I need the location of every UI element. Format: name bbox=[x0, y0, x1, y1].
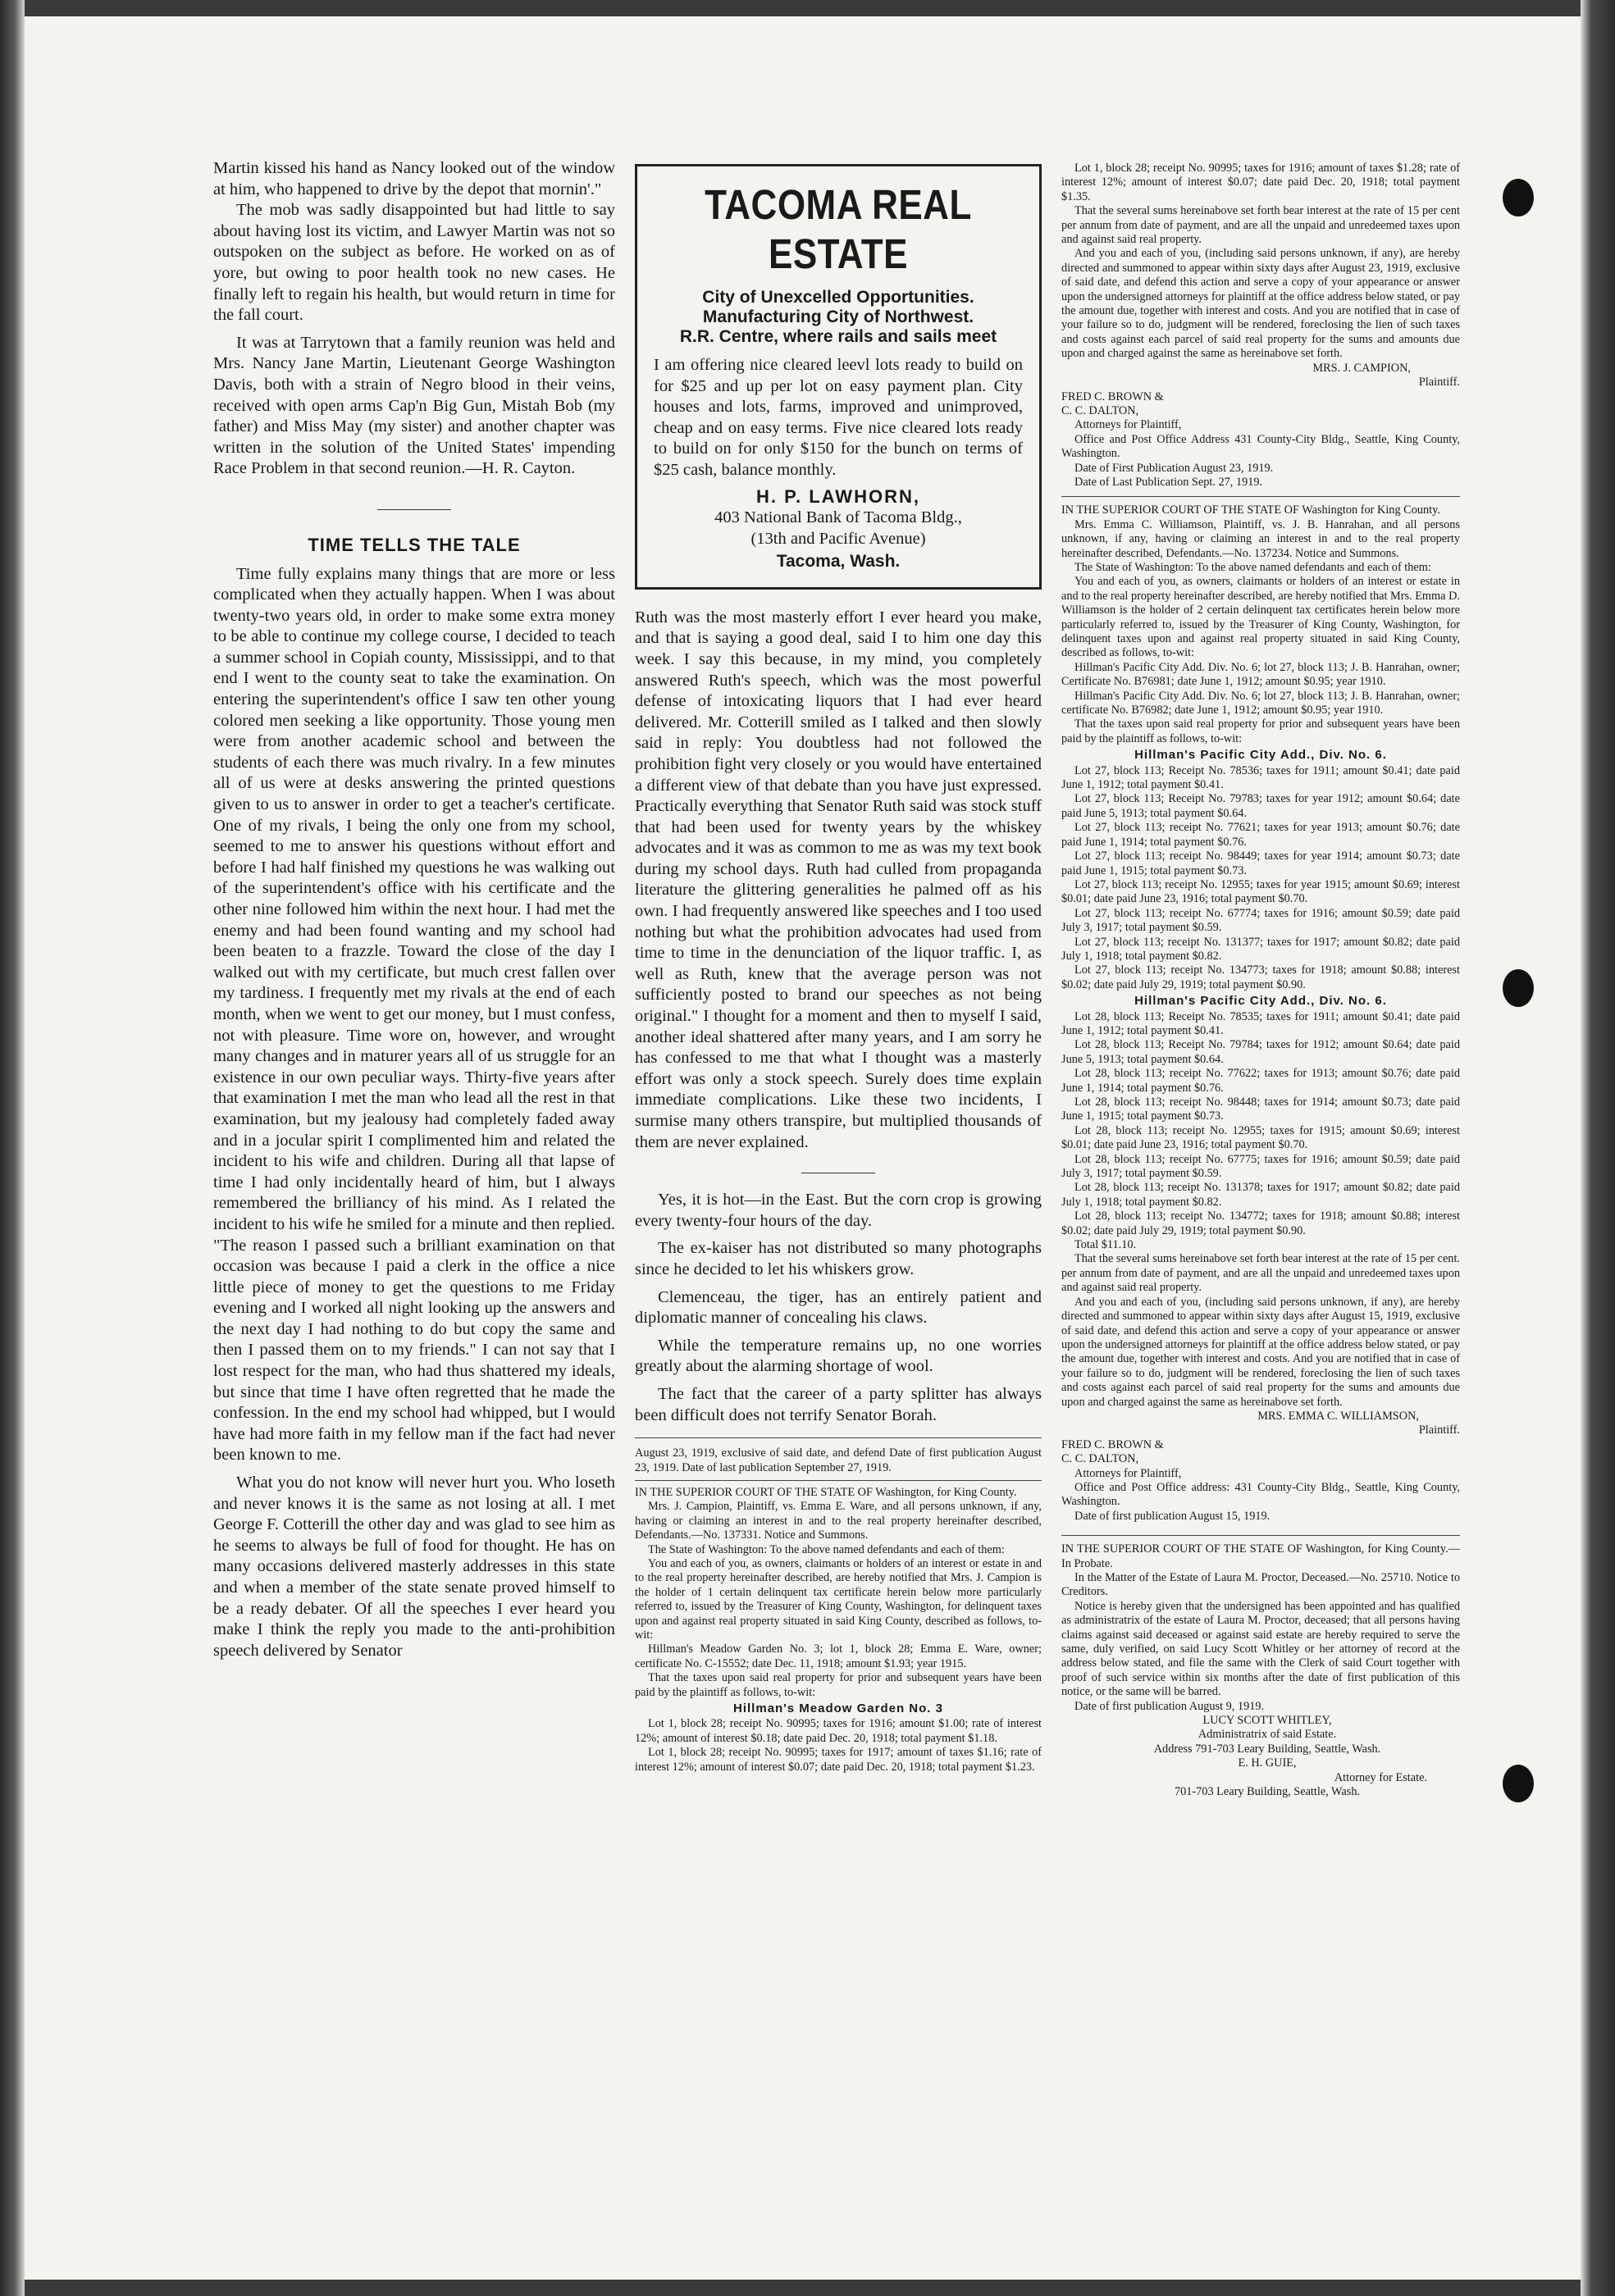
lot-entry: Lot 27, block 113; Receipt No. 78536; taxes for 1911; amount $0.41; date paid June 1, 1912; total payment $0.41. bbox=[1061, 763, 1460, 792]
ad-city: Tacoma, Wash. bbox=[776, 552, 901, 572]
signature: LUCY SCOTT WHITLEY, bbox=[1202, 1714, 1332, 1728]
paragraph: Time fully explains many things that are more or less complicated when they actually happen. When I was about twenty-two years old, in order to make some extra money to be able to continue my college course, I decided to teach a summer school in Copiah county, Mississippi, and to that end I went to the county seat to take the examination. On entering the superintendent's office I saw ten other young colored men seeking a like opportunity. Those young men were from another academic school and between the students of each there was much rivalry. In a few minutes all of us were at desks answering the printed questions given to us to answer in order to get a teacher's certificate. One of my rivals, I being the only one from my school, seemed to me to answer his questions without effort and before I had half finished my questions he was walking out of the superintendent's office with his certificate and the other nine followed him within the next hour. I had met the enemy and had been found wanting and my school had been beaten to a frazzle. Toward the close of the day I walked out with my certificate, but much crest fallen over my tardiness. I frequently met my rivals at the end of each month, when we went to get our money, but I must confess, not with pleasure. Time wore on, however, and wrought many changes and in maturer years all of us struggle for an existence in our own peculiar ways. Thirty-five years after that examination I met the man who lead all the rest in that examination, but my jealousy had completely faded away and in a jocular spirit I complimented him and related the incident to his wife and children. During all that lapse of time I had only incidentally heard of him, but I always remembered the brilliancy of his mind. As I related the incident to his wife he smiled for a minute and then replied. "The reason I passed such a brilliant examination on that occasion was because I paid a clerk in the office a nice little piece of money to get the questions to me Friday evening and I worked all night looking up the answers and the next day I had nothing to do but copy the same and then I passed them on to my friends." I can not say that I lost respect for the man, who had thus shattered my ideals, but since that time I have often regretted that he made the confession. In the end my school had whipped, but I would have had more faith in my fellow man if the fact had never been known to me. bbox=[213, 564, 615, 1465]
real-estate-advertisement bbox=[635, 164, 1042, 590]
signature: MRS. J. CAMPION, bbox=[1312, 361, 1411, 375]
publication-date: Date of Last Publication Sept. 27, 1919. bbox=[1074, 475, 1263, 489]
property-subheading: Hillman's Pacific City Add., Div. No. 6. bbox=[1134, 748, 1387, 763]
notice-text: Office and Post Office Address 431 County-City Bldg., Seattle, King County, Washington. bbox=[1061, 432, 1460, 461]
scan-right-edge bbox=[1581, 0, 1615, 2296]
notice-text: Mrs. J. Campion, Plaintiff, vs. Emma E. Ware, and all persons unknown, if any, having or claiming an interest in and to the real property hereinafter described, Defendants.—No. 137331. Notice and Summons. bbox=[635, 1500, 1042, 1542]
notice-text: That the several sums hereinabove set forth bear interest at the rate of 15 per cent per annum from date of payment, and are all the unpaid and unredeemed taxes upon and against said real property. bbox=[1061, 204, 1460, 247]
notice-text: Lot 1, block 28; receipt No. 90995; taxes for 1916; amount of taxes $1.28; rate of interest 12%; amount of interest $0.07; date paid Dec. 20, 1918; total payment $1.35. bbox=[1061, 162, 1460, 203]
attorney-role: Attorneys for Plaintiff, bbox=[1074, 418, 1182, 432]
lot-entry: Lot 28, block 113; receipt No. 77622; taxes for 1913; amount $0.76; date paid June 1, 1914; total payment $0.76. bbox=[1061, 1067, 1460, 1095]
ad-advertiser: H. P. LAWHORN, bbox=[756, 485, 920, 507]
ad-tagline: City of Unexcelled Opportunities. bbox=[702, 288, 974, 307]
property-subheading: Hillman's Pacific City Add., Div. No. 6. bbox=[1134, 994, 1387, 1009]
ad-address: 403 National Bank of Tacoma Bldg., bbox=[714, 508, 962, 527]
attorney: C. C. DALTON, bbox=[1061, 1452, 1139, 1466]
lot-entry: Lot 27, block 113; receipt No. 67774; taxes for 1916; amount $0.59; date paid July 3, 1917; total payment $0.59. bbox=[1061, 906, 1460, 935]
ad-title: TACOMA REAL ESTATE bbox=[705, 182, 972, 278]
notice-text: That the taxes upon said real property for prior and subsequent years have been paid by the plaintiff as follows, to-wit: bbox=[635, 1671, 1042, 1699]
binder-hole bbox=[1503, 1765, 1534, 1802]
signature-role: Administratrix of said Estate. bbox=[1198, 1728, 1337, 1742]
lot-entry: Lot 27, block 113; receipt No. 12955; taxes for year 1915; amount $0.69; interest $0.01; date paid June 23, 1916; total payment $0.70. bbox=[1061, 877, 1460, 906]
notice-text: You and each of you, as owners, claimants or holders of an interest or estate in and to the real property hereinafter described, are hereby notified that Mrs. Emma D. Williamson is the holder of 2 certain delinquent tax certificates herein below more particularly referred to, issued by the Treasurer of King County, Washington, for delinquent taxes upon and against real property situated in said King County, described as follows, to-wit: bbox=[1061, 575, 1460, 660]
binder-hole bbox=[1503, 179, 1534, 216]
court-caption: IN THE SUPERIOR COURT OF THE STATE OF Washington, for King County.—In Probate. bbox=[1061, 1542, 1460, 1570]
column-1 bbox=[213, 158, 615, 1661]
notice-text: Notice is hereby given that the undersigned has been appointed and has qualified as administratrix of the estate of Laura M. Proctor, deceased; that all persons having claims against said deceased or against said estate are hereby required to serve the same, duly verified, on said Lucy Scott Whitley or her attorney of record at the address below stated, and file the same with the Clerk of said Court together with proof of such service within six months after the date of first publication of this notice, or the same will be barred. bbox=[1061, 1599, 1460, 1699]
paragraph: What you do not know will never hurt you. Who loseth and never knows it is the same as not losing at all. I met George F. Cotterill the other day and was glad to see him as he seems to always be full of food for thought. He has on many occasions delivered masterly addresses in this state and when a member of the state senate proved himself to be a ready debater. Of all the speeches I ever heard you make I think the reply you made to the anti-prohibition speech delivered by Senator bbox=[213, 1474, 615, 1660]
notice-text: August 23, 1919, exclusive of said date, and defend Date of first publication August 23, 1919. Date of last publication September 27, 1919. bbox=[635, 1446, 1042, 1474]
divider bbox=[1061, 1535, 1460, 1536]
signature: MRS. EMMA C. WILLIAMSON, bbox=[1257, 1409, 1419, 1423]
lot-entry: Lot 28, block 113; Receipt No. 79784; taxes for 1912; amount $0.64; date paid June 5, 1913; total payment $0.64. bbox=[1061, 1038, 1460, 1066]
notice-text: Lot 1, block 28; receipt No. 90995; taxes for 1916; amount $1.00; rate of interest 12%; amount of interest $0.18; date paid Dec. 20, 1918; total payment $1.18. bbox=[635, 1717, 1042, 1745]
notice-text: Hillman's Meadow Garden No. 3; lot 1, block 28; Emma E. Ware, owner; certificate No. C-15552; date Dec. 11, 1918; amount $1.93; year 1915. bbox=[635, 1642, 1042, 1670]
lot-entry: Lot 28, block 113; Receipt No. 78535; taxes for 1911; amount $0.41; date paid June 1, 1912; total payment $0.41. bbox=[1061, 1009, 1460, 1037]
ad-tagline: Manufacturing City of Northwest. bbox=[702, 308, 974, 326]
notice-text: Office and Post Office address: 431 County-City Bldg., Seattle, King County, Washington. bbox=[1061, 1480, 1460, 1509]
lot-entry: Lot 27, block 113; receipt No. 134773; taxes for 1918; amount $0.88; interest $0.02; date paid July 29, 1919; total payment $0.90. bbox=[1061, 963, 1460, 991]
notice-text: Mrs. Emma C. Williamson, Plaintiff, vs. J. B. Hanrahan, and all persons unknown, if any, having or claiming an interest in and to the real property hereinafter described, Defendants.—No. 137234. Notice and Summons. bbox=[1061, 517, 1460, 560]
divider bbox=[377, 509, 451, 510]
lot-entry: Lot 27, block 113; receipt No. 98449; taxes for year 1914; amount $0.73; date paid June 1, 1915; total payment $0.73. bbox=[1061, 850, 1460, 877]
notice-text: The State of Washington: To the above named defendants and each of them: bbox=[648, 1542, 1005, 1556]
signature-role: Plaintiff. bbox=[1418, 376, 1460, 390]
notice-text: Hillman's Pacific City Add. Div. No. 6; lot 27, block 113; J. B. Hanrahan, owner; certificate No. B76982; date June 1, 1912; amount $0.95; year 1910. bbox=[1061, 689, 1460, 718]
ad-tagline: R.R. Centre, where rails and sails meet bbox=[679, 327, 997, 346]
signature-role: Plaintiff. bbox=[1418, 1424, 1460, 1437]
notice-text: That the several sums hereinabove set forth bear interest at the rate of 15 per cent. per annum from date of payment, and are all the unpaid and unredeemed taxes upon and against said real property. bbox=[1061, 1252, 1460, 1295]
publication-date: Date of first publication August 9, 1919. bbox=[1074, 1699, 1265, 1713]
paragraph: Clemenceau, the tiger, has an entirely patient and diplomatic manner of concealing his claws. bbox=[635, 1287, 1042, 1328]
notice-text: And you and each of you, (including said persons unknown, if any), are hereby directed and summoned to appear within sixty days after August 15, 1919, exclusive of said date, and defend this action and serve a copy of your appearance or answer upon the undersigned attorneys for plaintiff at the office address below stated, or pay the amount due, together with interest and costs. And you are notified that in case of your failure so to do, judgment will be rendered, foreclosing the lien of such taxes and costs against each parcel of said real property for the sums and amounts due upon and charged against the same as hereinabove set forth. bbox=[1061, 1295, 1460, 1409]
lot-entry: Lot 28, block 113; receipt No. 67775; taxes for 1916; amount $0.59; date paid July 3, 1917; total payment $0.59. bbox=[1061, 1152, 1460, 1181]
ad-body: I am offering nice cleared leevl lots ready to build on for $25 and up per lot on easy payment plan. City houses and lots, farms, improved and unimproved, cheap and on easy terms. Five nice cleared lots ready to build on for only $150 for the bunch on terms of $25 cash, balance monthly. bbox=[654, 356, 1023, 479]
paragraph: Martin kissed his hand as Nancy looked out of the window at him, who happened to drive by the depot that mornin'." bbox=[213, 159, 615, 198]
paragraph: The mob was sadly disappointed but had little to say about having lost its victim, and Lawyer Martin was not so outspoken on the subject as before. He worked on as of yore, but owing to poor health took no new cases. He finally left to regain his health, but would return in time for the fall court. bbox=[213, 201, 615, 325]
paragraph: While the temperature remains up, no one worries greatly about the alarming shortage of wool. bbox=[635, 1336, 1042, 1376]
attorney: C. C. DALTON, bbox=[1061, 403, 1139, 417]
divider bbox=[635, 1480, 1042, 1481]
attorney-role: Attorneys for Plaintiff, bbox=[1074, 1466, 1182, 1480]
attorney: FRED C. BROWN & bbox=[1061, 1437, 1164, 1451]
column-2 bbox=[635, 164, 1042, 1774]
lot-entry: Lot 28, block 113; receipt No. 12955; taxes for 1915; amount $0.69; interest $0.01; date paid June 23, 1916; total payment $0.70. bbox=[1061, 1123, 1460, 1152]
attorney: FRED C. BROWN & bbox=[1061, 390, 1164, 403]
notice-text: You and each of you, as owners, claimants or holders of an interest or estate in and to the real property hereinafter described, are hereby notified that Mrs. J. Campion is the holder of 1 certain delinquent tax certificate herein below more particularly referred to, issued by the Treasurer of King County, Washington, for delinquent taxes upon and against real property situated in said King County, described as follows, to-wit: bbox=[635, 1556, 1042, 1642]
lot-entry: Lot 28, block 113; receipt No. 98448; taxes for 1914; amount $0.73; date paid June 1, 1915; total payment $0.73. bbox=[1061, 1096, 1460, 1123]
binder-hole bbox=[1503, 969, 1534, 1007]
notice-text: Lot 1, block 28; receipt No. 90995; taxes for 1917; amount of taxes $1.16; rate of interest 12%; amount of interest $0.07; date paid Dec. 20, 1918; total payment $1.23. bbox=[635, 1746, 1042, 1774]
attorney-role: Attorney for Estate. bbox=[1334, 1770, 1427, 1784]
lot-entry: Lot 27, block 113; receipt No. 77621; taxes for year 1913; amount $0.76; date paid June 1, 1914; total payment $0.76. bbox=[1061, 821, 1460, 849]
notice-text: The State of Washington: To the above named defendants and each of them: bbox=[1074, 560, 1431, 574]
paragraph: Ruth was the most masterly effort I ever heard you make, and that is saying a good deal, said I to him one day this week. I say this because, in my mind, you completely answered Ruth's speech, which was the most powerful defense of intoxicating liquors that I had ever heard delivered. Mr. Cotterill smiled as I talked and then slowly said in reply: You doubtless had not followed the prohibition fight very closely or you would have entertained a different view of that debate than you have just expressed. Practically everything that Senator Ruth said was stock stuff that had been used for twenty years by the whiskey advocates and it was as common to me as was my text book during my school days. Ruth had culled from propaganda literature the glittering generalities he palmed off as his own. I had frequently answered like speeches and I too used nothing but what the prohibition advocates had used from time to time in the denunciation of the liquor traffic. I, as well as Ruth, knew that the average person was not sufficiently posted to brand our speeches as not being original." I thought for a moment and then to myself I said, another ideal shattered after many years, and I am sorry he has confessed to me that what I thought was a masterly effort was only a stock speech. Surely does time explain immediate complications. Like these two incidents, I surmise many others transpire, but multiplied thousands of them are never explained. bbox=[635, 608, 1042, 1151]
notice-text: That the taxes upon said real property for prior and subsequent years have been paid by the plaintiff as follows, to-wit: bbox=[1061, 718, 1460, 745]
lot-entry: Lot 28, block 113; receipt No. 134772; taxes for 1918; amount $0.88; interest $0.02; date paid July 29, 1919; total payment $0.90. bbox=[1061, 1210, 1460, 1237]
lot-entry: Lot 27, block 113; receipt No. 131377; taxes for 1917; amount $0.82; date paid July 1, 1918; total payment $0.82. bbox=[1061, 935, 1460, 963]
publication-date: Date of first publication August 15, 1919. bbox=[1074, 1509, 1271, 1523]
court-caption: IN THE SUPERIOR COURT OF THE STATE OF Washington, for King County. bbox=[635, 1485, 1017, 1499]
attorney: E. H. GUIE, bbox=[1238, 1756, 1297, 1770]
total-amount: Total $11.10. bbox=[1074, 1238, 1137, 1252]
paragraph: It was at Tarrytown that a family reunion was held and Mrs. Nancy Jane Martin, Lieutenant George Washington Davis, both with a strain of Negro blood in their veins, received with open arms Cap'n Big Gun, Mistah Bob (my father) and Miss May (my sister) and another chapter was written in the solution of the United States' impending Race Problem in that second reunion.—H. R. Cayton. bbox=[213, 333, 615, 478]
property-subheading: Hillman's Meadow Garden No. 3 bbox=[733, 1702, 943, 1716]
legal-notice-campion bbox=[635, 1446, 1042, 1774]
ad-address: (13th and Pacific Avenue) bbox=[750, 530, 926, 549]
address: Address 791-703 Leary Building, Seattle, Wash. bbox=[1153, 1742, 1381, 1756]
publication-date: Date of First Publication August 23, 1919. bbox=[1074, 461, 1274, 475]
paragraph: Yes, it is hot—in the East. But the corn crop is growing every twenty-four hours of the day. bbox=[635, 1191, 1042, 1230]
address: 701-703 Leary Building, Seattle, Wash. bbox=[1174, 1785, 1361, 1799]
notice-text: And you and each of you, (including said persons unknown, if any), are hereby directed and summoned to appear within sixty days after August 23, 1919, exclusive of said date, and defend this action and serve a copy of your appearance or answer upon the undersigned attorneys for plaintiff at the office address below stated, or pay the amount due, together with interest and costs. And you are notified that in case of your failure so to do, judgment will be rendered, foreclosing the lien of such taxes and costs against each parcel of said real property for the sums and amounts due upon and charged against the same as hereinabove set forth. bbox=[1061, 247, 1460, 361]
article-heading: TIME TELLS THE TALE bbox=[308, 534, 521, 555]
court-caption: IN THE SUPERIOR COURT OF THE STATE OF Washington for King County. bbox=[1061, 503, 1440, 517]
paragraph: The ex-kaiser has not distributed so many photographs since he decided to let his whiskers grow. bbox=[635, 1239, 1042, 1278]
notice-text: Hillman's Pacific City Add. Div. No. 6; lot 27, block 113; J. B. Hanrahan, owner; Certificate No. B76981; date June 1, 1912; amount $0.95; year 1910. bbox=[1061, 660, 1460, 689]
lot-entry: Lot 28, block 113; receipt No. 131378; taxes for 1917; amount $0.82; date paid July 1, 1918; total payment $0.82. bbox=[1061, 1181, 1460, 1209]
divider bbox=[635, 1437, 1042, 1438]
scan-left-edge bbox=[0, 0, 25, 2296]
notice-text: In the Matter of the Estate of Laura M. Proctor, Deceased.—No. 25710. Notice to Creditors. bbox=[1061, 1571, 1460, 1599]
column-3-legal-notices bbox=[1061, 162, 1460, 1800]
lot-entry: Lot 27, block 113; Receipt No. 79783; taxes for year 1912; amount $0.64; date paid June 5, 1913; total payment $0.64. bbox=[1061, 792, 1460, 820]
paragraph: The fact that the career of a party splitter has always been difficult does not terrify Senator Borah. bbox=[635, 1384, 1042, 1424]
divider bbox=[1061, 496, 1460, 497]
